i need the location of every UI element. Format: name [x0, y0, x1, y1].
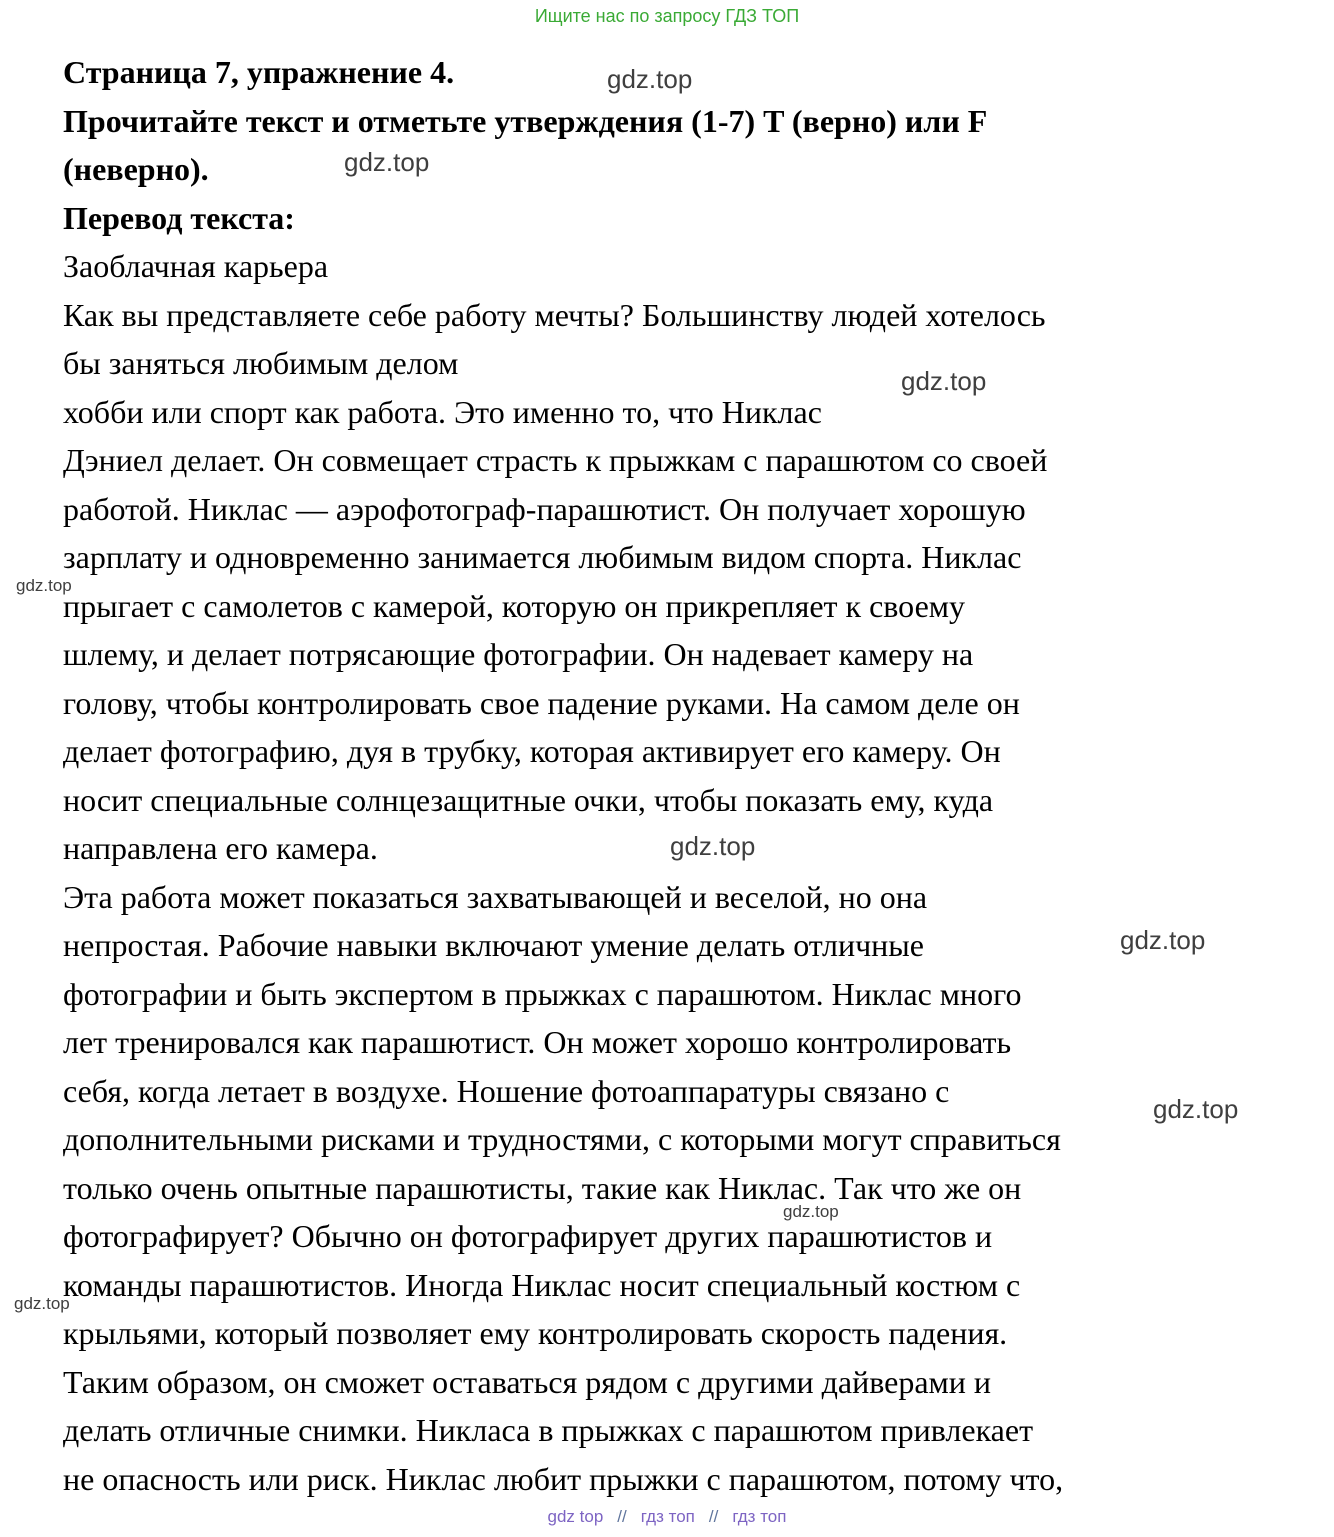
gdz-watermark: gdz.top [14, 1294, 70, 1313]
gdz-watermark: gdz.top [1120, 925, 1206, 955]
footer-item: гдз топ [640, 1507, 695, 1526]
footer-watermark [0, 1507, 1334, 1527]
heading-line: Страница 7, упражнение 4. [63, 54, 455, 90]
text-line: хобби или спорт как работа. Это именно то, что Никлас [63, 393, 822, 430]
gdz-watermark: gdz.top [1153, 1094, 1239, 1124]
text-line: себя, когда летает в воздухе. Ношение фотоаппаратуры связано с [63, 1072, 950, 1109]
text-line: работой. Никлас — аэрофотограф-парашютист. Он получает хорошую [63, 490, 1026, 527]
text-line: бы заняться любимым делом [63, 345, 459, 381]
heading-line: (неверно). [63, 151, 209, 187]
text-line: крыльями, который позволяет ему контролировать скорость падения. [63, 1315, 1008, 1351]
text-line: шлему, и делает потрясающие фотографии. Он надевает камеру на [63, 636, 974, 672]
top-banner-text: Ищите нас по запросу ГДЗ ТОП [534, 6, 800, 26]
heading-line: Перевод текста: [63, 199, 295, 236]
text-line: делает фотографию, дуя в трубку, которая активирует его камеру. Он [63, 733, 1001, 769]
gdz-watermark: gdz.top [783, 1202, 839, 1221]
text-line: фотографирует? Обычно он фотографирует других парашютистов и [63, 1218, 993, 1254]
footer-item: // [708, 1507, 719, 1526]
text-line: Как вы представляете себе работу мечты? Большинству людей хотелось [63, 296, 1046, 333]
text-line: Эта работа может показаться захватывающей и веселой, но она [63, 878, 928, 915]
gdz-watermark: gdz.top [607, 64, 693, 94]
gdz-watermark: gdz.top [344, 147, 430, 177]
text-line: носит специальные солнцезащитные очки, чтобы показать ему, куда [63, 781, 994, 818]
text-line: не опасность или риск. Никлас любит прыжки с парашютом, потому что, [63, 1460, 1064, 1497]
text-line: команды парашютистов. Иногда Никлас носит специальный костюм с [63, 1266, 1021, 1303]
text-content [63, 48, 1294, 1503]
text-line: зарплату и одновременно занимается любимым видом спорта. Никлас [63, 539, 1022, 575]
text-line: Таким образом, он сможет оставаться рядом с другими дайверами и [63, 1363, 992, 1400]
gdz-watermark: gdz.top [901, 366, 987, 396]
text-line: прыгает с самолетов с камерой, которую он прикрепляет к своему [63, 587, 966, 624]
heading-line: Прочитайте текст и отметьте утверждения (1-7) T (верно) или F [63, 102, 988, 139]
gdz-watermark: gdz.top [16, 576, 72, 595]
text-line: непростая. Рабочие навыки включают умение делать отличные [63, 927, 924, 963]
text-line: дополнительными рисками и трудностями, с которыми могут справиться [63, 1121, 1061, 1157]
text-line: Заоблачная карьера [63, 248, 329, 284]
text-line: фотографии и быть экспертом в прыжках с парашютом. Никлас много [63, 975, 1022, 1012]
footer-item: gdz top [547, 1507, 604, 1526]
text-line: делать отличные снимки. Никласа в прыжках с парашютом привлекает [63, 1412, 1034, 1448]
text-line: только очень опытные парашютисты, такие как Никлас. Так что же он [63, 1169, 1022, 1206]
text-line: Дэниел делает. Он совмещает страсть к прыжкам с парашютом со своей [63, 442, 1048, 478]
text-line: лет тренировался как парашютист. Он может хорошо контролировать [63, 1024, 1012, 1060]
footer-item: гдз топ [732, 1507, 787, 1526]
text-line: направлена его камера. [63, 830, 378, 866]
footer-item: // [617, 1507, 627, 1526]
text-line: голову, чтобы контролировать свое падение руками. На самом деле он [63, 684, 1020, 721]
gdz-watermark: gdz.top [670, 831, 756, 861]
